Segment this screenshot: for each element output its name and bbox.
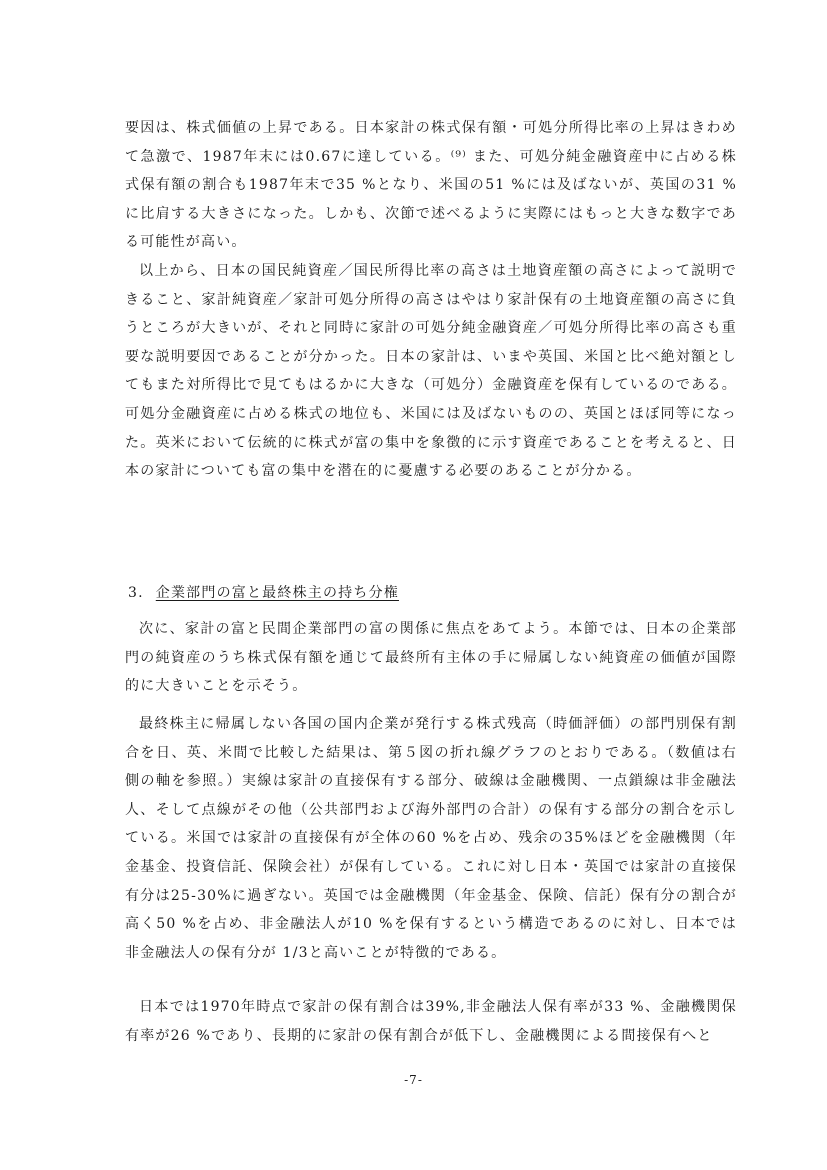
paragraph-ownership-comparison: 最終株主に帰属しない各国の国内企業が発行する株式残高（時価評価）の部門別保有割合を日、英、米間で比較した結果は、第５図の折れ線グラフのとおりである。（数値は右側の軸を参照。）実線は家計の直接保有する部分、破線は金融機関、一点鎖線は非金融法人、そして点線がその他（公共部門および海外部門の合計）の保有する部分の割合を示している。米国では家計の直接保有が全体の60 %を占め、残余の35%ほどを金融機関（年金基金、投資信託、保険会社）が保有している。これに対し日本・英国では家計の直接保有分は25-30%に過ぎない。英国では金融機関（年金基金、保険、信託）保有分の割合が高く50 %を占め、非金融法人が10 %を保有するという構造であるのに対し、日本では非金融法人の保有分が 1/3と高いことが特徴的である。 [125,716,737,961]
paragraph-household-stock: 要因は、株式価値の上昇である。日本家計の株式保有額・可処分所得比率の上昇はきわめて急激で、1987年末には0.67に達している。⁽⁹⁾ また、可処分純金融資産中に占める株式保有額の割合も1987年末で35 %となり、米国の51 %には及ばないが、英国の31 %に比肩する大きさになった。しかも、次節で述べるように実際にはもっと大きな数字である可能性が高い。 [125,120,737,251]
page-number: -7- [404,1073,423,1087]
paragraph-japan-1970: 日本では1970年時点で家計の保有割合は39%,非金融法人保有率が33 %、金融機関保有率が26 %であり、長期的に家計の保有割合が低下し、金融機関による間接保有へと [125,999,737,1044]
paragraph-section-intro: 次に、家計の富と民間企業部門の富の関係に焦点をあてよう。本節では、日本の企業部門の純資産のうち株式保有額を通じて最終所有主体の手に帰属しない純資産の価値が国際的に大きいことを示そう。 [125,621,737,695]
paragraph-summary: 以上から、日本の国民純資産／国民所得比率の高さは土地資産額の高さによって説明できること、家計純資産／家計可処分所得の高さはやはり家計保有の土地資産額の高さに負うところが大きいが、それと同時に家計の可処分純金融資産／可処分所得比率の高さも重要な説明要因であることが分かった。日本の家計は、いまや英国、米国と比べ絶対額としてもまた対所得比で見てもはるかに大きな（可処分）金融資産を保有しているのである。可処分金融資産に占める株式の地位も、米国には及ばないものの、英国とほぼ同等になった。英米において伝統的に株式が富の集中を象徴的に示す資産であることを考えると、日本の家計についても富の集中を潜在的に憂慮する必要のあることが分かる。 [125,263,737,480]
section-heading [128,582,399,602]
section-title: 企業部門の富と最終株主の持ち分権 [155,585,399,601]
section-number: 3. [128,585,144,601]
